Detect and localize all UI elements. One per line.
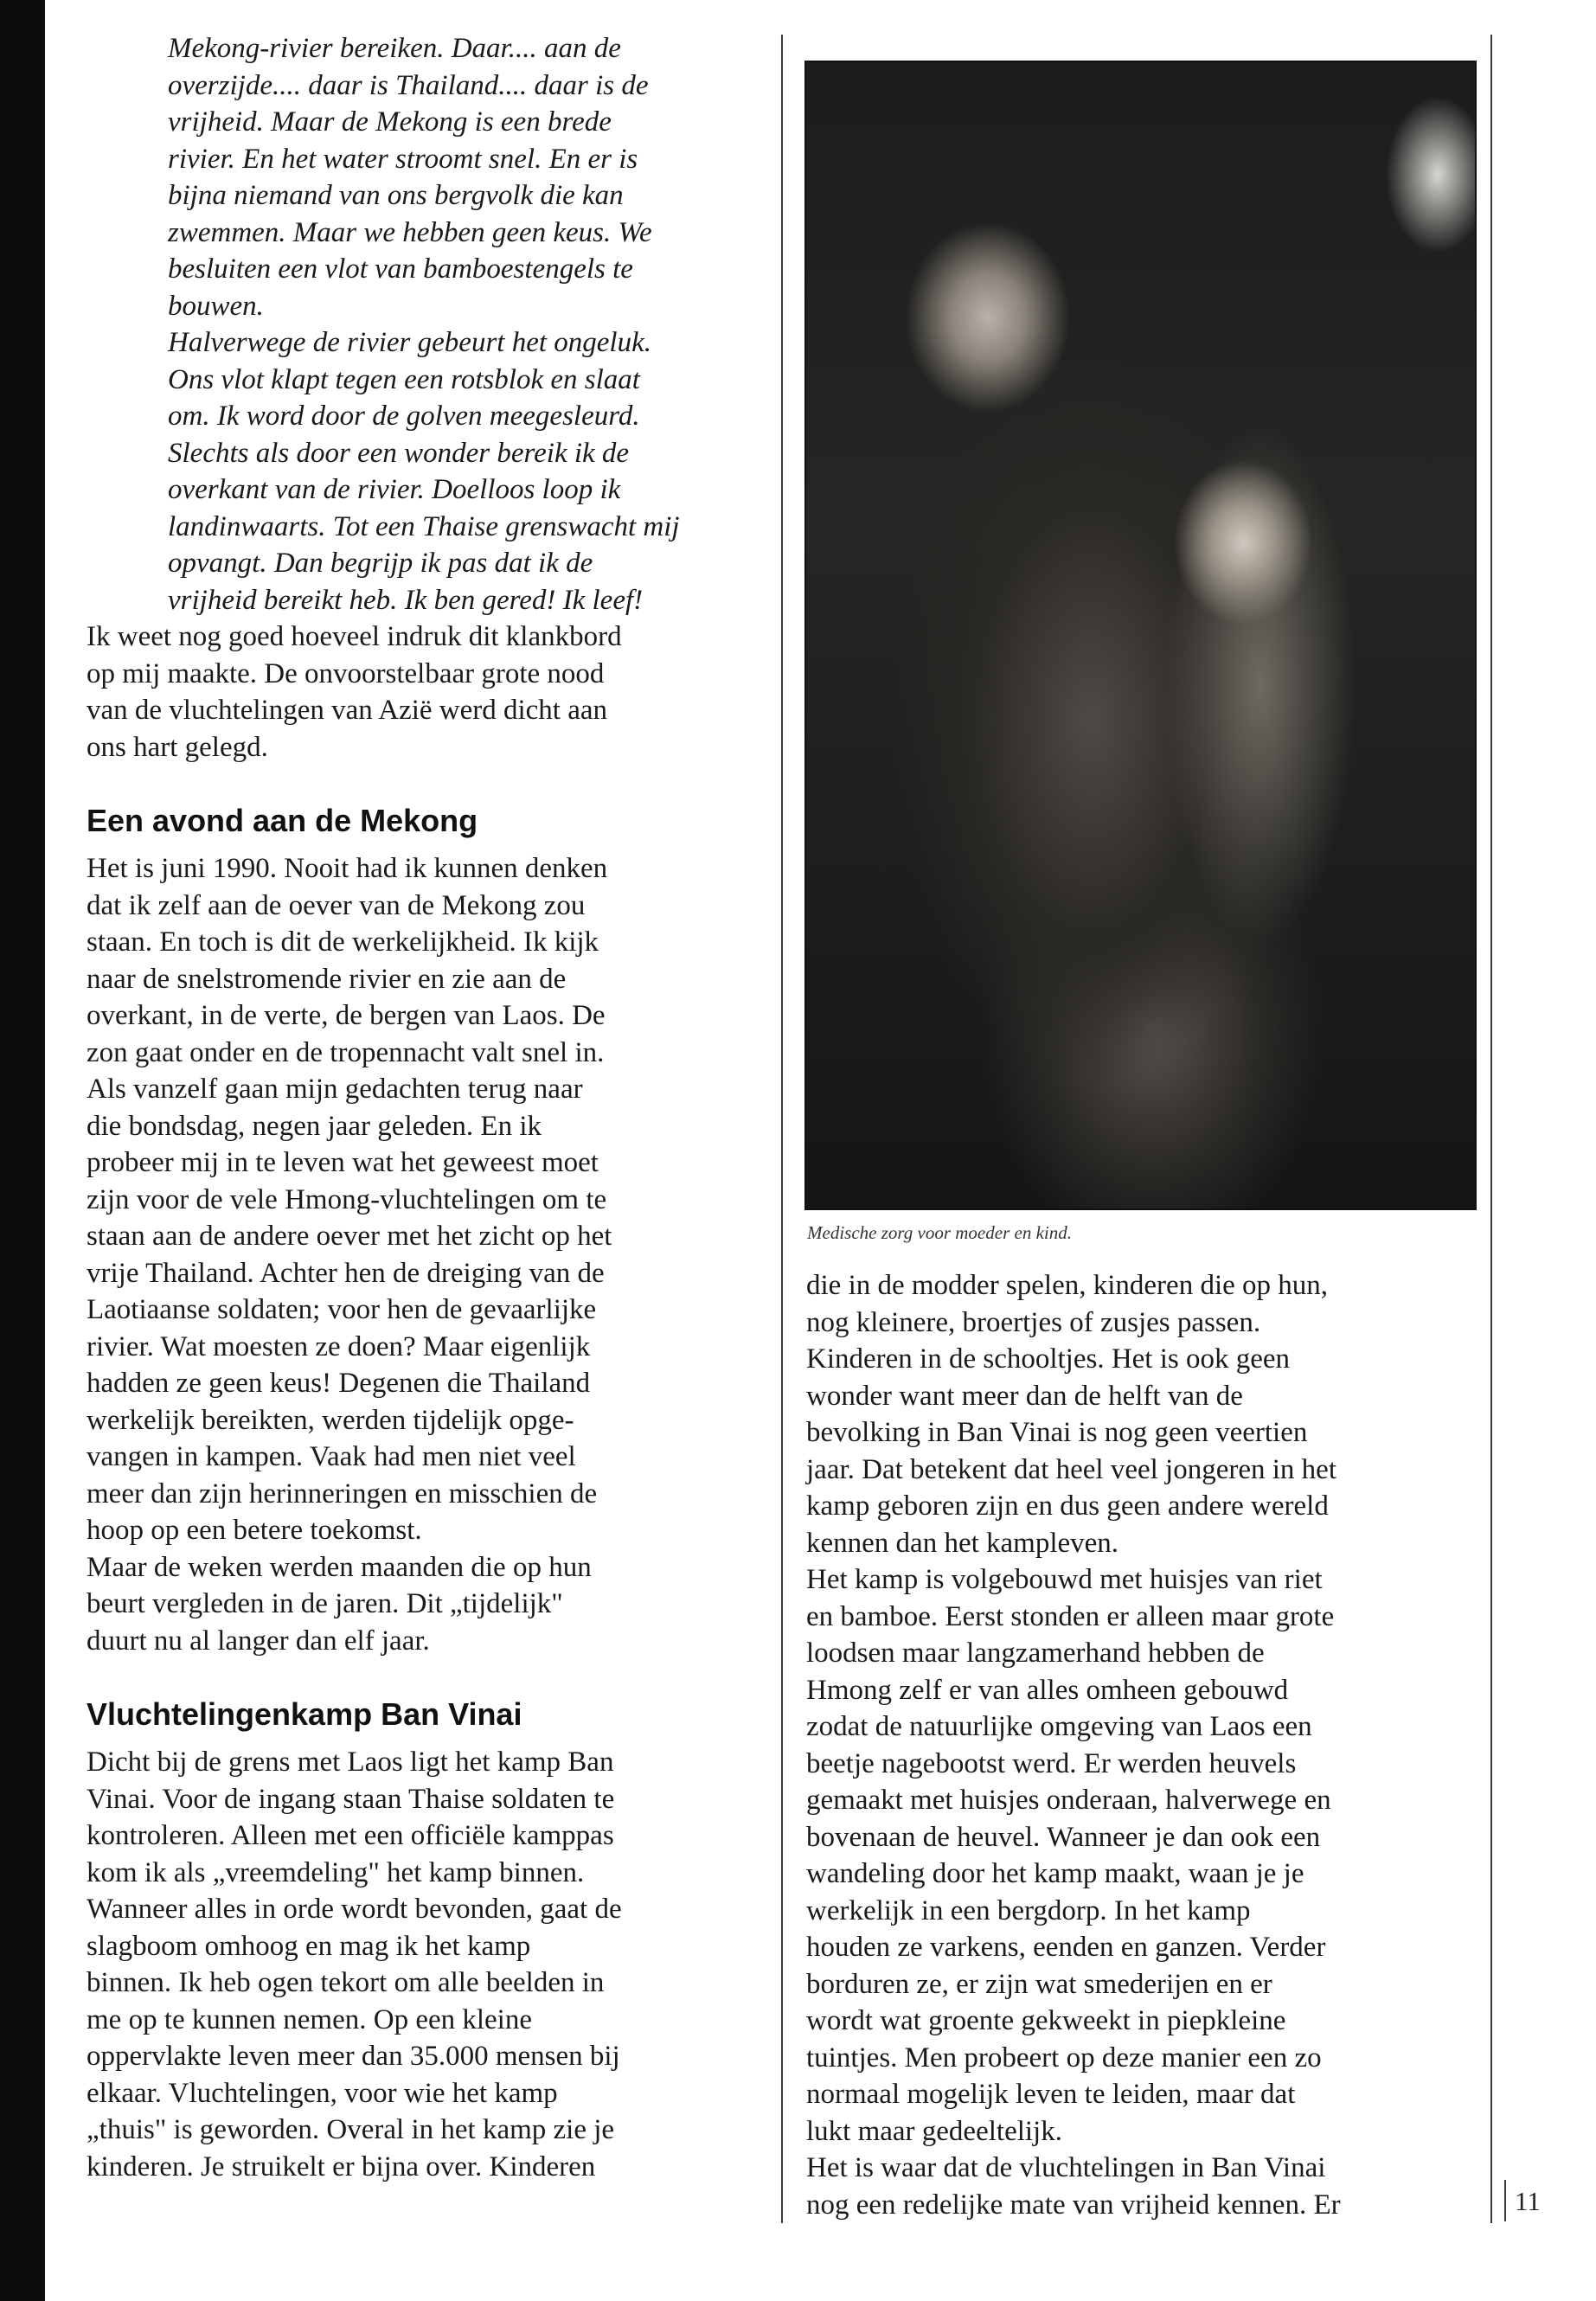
text-line: meer dan zijn herinneringen en misschien de [87, 1477, 598, 1509]
scan-edge-left [0, 0, 45, 2301]
text-line: ons hart gelegd. [87, 731, 268, 763]
right-paragraph-1 [806, 1267, 1481, 1561]
text-line: rivier. En het water stroomt snel. En er is [168, 143, 638, 175]
text-line: beurt vergleden in de jaren. Dit „tijdelijk" [87, 1588, 563, 1619]
text-line: Maar de weken werden maanden die op hun [87, 1551, 592, 1583]
text-line: die bondsdag, negen jaar geleden. En ik [87, 1110, 542, 1142]
text-line: en bamboe. Eerst stonden er alleen maar grote [806, 1600, 1335, 1632]
text-line: kennen dan het kampleven. [806, 1527, 1119, 1559]
text-line: vangen in kampen. Vaak had men niet veel [87, 1441, 576, 1472]
right-paragraph-2 [806, 1561, 1481, 2150]
text-line: staan. En toch is dit de werkelijkheid. Ik kijk [87, 926, 599, 958]
text-line: Mekong-rivier bereiken. Daar.... aan de [168, 33, 621, 64]
text-line: loodsen maar langzamerhand hebben de [806, 1638, 1265, 1669]
right-margin-rule [1490, 35, 1492, 2223]
left-column [87, 30, 761, 2185]
text-line: nog kleinere, broertjes of zusjes passen. [806, 1306, 1261, 1338]
text-line: Het is juni 1990. Nooit had ik kunnen denken [87, 853, 608, 884]
text-line: Als vanzelf gaan mijn gedachten terug naar [87, 1074, 583, 1105]
text-line: houden ze varkens, eenden en ganzen. Verder [806, 1932, 1326, 1963]
text-line: van de vluchtelingen van Azië werd dicht aan [87, 695, 608, 726]
text-line: Het kamp is volgebouwd met huisjes van riet [806, 1564, 1323, 1595]
text-line: Ik weet nog goed hoeveel indruk dit klankbord [87, 621, 622, 652]
text-line: naar de snelstromende rivier en zie aan de [87, 963, 567, 995]
text-line: Laotiaanse soldaten; voor hen de gevaarlijke [87, 1294, 597, 1325]
text-line: duurt nu al langer dan elf jaar. [87, 1625, 430, 1657]
text-line: wordt wat groente gekweekt in piepkleine [806, 2005, 1286, 2036]
text-line: Het is waar dat de vluchtelingen in Ban Vinai [806, 2152, 1326, 2183]
text-line: zwemmen. Maar we hebben geen keus. We [168, 216, 652, 248]
text-line: normaal mogelijk leven te leiden, maar dat [806, 2079, 1296, 2110]
text-line: bovenaan de heuvel. Wanneer je dan ook een [806, 1821, 1321, 1853]
section-heading: Vluchtelingenkamp Ban Vinai [87, 1696, 522, 1732]
text-line: Slechts als door een wonder bereik ik de [168, 437, 630, 469]
text-line: probeer mij in te leven wat het geweest moet [87, 1147, 599, 1178]
text-line: wandeling door het kamp maakt, waan je je [806, 1858, 1304, 1889]
text-line: hadden ze geen keus! Degenen die Thailand [87, 1368, 591, 1399]
text-line: Hmong zelf er van alles omheen gebouwd [806, 1674, 1289, 1706]
text-line: landinwaarts. Tot een Thaise grenswacht mij [168, 510, 680, 542]
text-line: Vinai. Voor de ingang staan Thaise soldaten te [87, 1783, 615, 1815]
text-line: Ons vlot klapt tegen een rotsblok en slaat [168, 363, 640, 395]
photo-mother-and-child [804, 61, 1477, 1210]
text-line: borduren ze, er zijn wat smederijen en er [806, 1968, 1272, 2000]
text-line: staan aan de andere oever met het zicht op het [87, 1221, 612, 1252]
text-line: kamp geboren zijn en dus geen andere wereld [806, 1490, 1329, 1522]
column-divider [781, 35, 783, 2223]
right-paragraph-3 [806, 2150, 1481, 2223]
text-line: Wanneer alles in orde wordt bevonden, gaat de [87, 1894, 622, 1925]
text-line: vrijheid bereikt heb. Ik ben gered! Ik leef! [168, 584, 644, 616]
text-line: dat ik zelf aan de oever van de Mekong zou [87, 889, 586, 921]
text-line: op mij maakte. De onvoorstelbaar grote nood [87, 657, 605, 689]
text-line: zon gaat onder en de tropennacht valt snel in. [87, 1036, 605, 1068]
text-line: om. Ik word door de golven meegesleurd. [168, 401, 640, 432]
text-line: vrijheid. Maar de Mekong is een brede [168, 106, 612, 138]
text-line: slagboom omhoog en mag ik het kamp [87, 1930, 531, 1962]
text-line: kinderen. Je struikelt er bijna over. Kinderen [87, 2150, 596, 2182]
section-heading: Een avond aan de Mekong [87, 803, 478, 838]
intro-paragraph [87, 619, 761, 766]
text-line: overkant van de rivier. Doelloos loop ik [168, 474, 621, 505]
quote-block [87, 30, 761, 619]
text-line: Dicht bij de grens met Laos ligt het kamp Ban [87, 1747, 614, 1778]
text-line: kontroleren. Alleen met een officiële kamppas [87, 1820, 614, 1851]
text-line: die in de modder spelen, kinderen die op hun, [806, 1270, 1329, 1301]
text-line: bevolking in Ban Vinai is nog geen veertien [806, 1417, 1308, 1448]
text-line: elkaar. Vluchtelingen, voor wie het kamp [87, 2077, 558, 2109]
text-line: besluiten een vlot van bamboestengels te [168, 253, 633, 285]
text-line: tuintjes. Men probeert op deze manier een zo [806, 2041, 1322, 2073]
text-line: wonder want meer dan de helft van de [806, 1380, 1243, 1412]
text-line: zijn voor de vele Hmong-vluchtelingen om te [87, 1183, 607, 1215]
text-line: oppervlakte leven meer dan 35.000 mensen bij [87, 2041, 620, 2072]
text-line: bouwen. [168, 290, 264, 322]
text-line: werkelijk bereikten, werden tijdelijk opge- [87, 1404, 574, 1436]
text-line: werkelijk in een bergdorp. In het kamp [806, 1894, 1251, 1926]
text-line: overzijde.... daar is Thailand.... daar is de [168, 69, 649, 101]
photo-caption: Medische zorg voor moeder en kind. [807, 1222, 1072, 1243]
text-line: jaar. Dat betekent dat heel veel jongeren in het [806, 1453, 1336, 1485]
text-line: nog een redelijke mate van vrijheid kennen. Er [806, 2189, 1341, 2221]
text-line: zodat de natuurlijke omgeving van Laos een [806, 1711, 1312, 1742]
text-line: hoop op een betere toekomst. [87, 1515, 422, 1546]
right-column [806, 1267, 1481, 2223]
text-line: binnen. Ik heb ogen tekort om alle beelden in [87, 1967, 605, 1998]
text-line: me op te kunnen nemen. Op een kleine [87, 2003, 532, 2035]
text-line: Kinderen in de schooltjes. Het is ook geen [806, 1343, 1291, 1375]
text-line: Halverwege de rivier gebeurt het ongeluk. [168, 327, 651, 358]
text-line: opvangt. Dan begrijp ik pas dat ik de [168, 548, 593, 579]
page-number-rule [1504, 2180, 1506, 2221]
text-line: kom ik als „vreemdeling" het kamp binnen. [87, 1856, 585, 1888]
text-line: beetje nagebootst werd. Er werden heuvels [806, 1747, 1297, 1779]
text-line: bijna niemand van ons bergvolk die kan [168, 180, 624, 211]
text-line: overkant, in de verte, de bergen van Laos. De [87, 1000, 606, 1031]
mekong-paragraph [87, 850, 761, 1659]
text-line: gemaakt met huisjes onderaan, halverwege en [806, 1785, 1331, 1816]
text-line: lukt maar gedeeltelijk. [806, 2115, 1062, 2147]
text-line: „thuis" is geworden. Overal in het kamp zie je [87, 2114, 615, 2145]
page-number: 11 [1515, 2186, 1541, 2216]
text-line: rivier. Wat moesten ze doen? Maar eigenlijk [87, 1330, 591, 1362]
text-line: vrije Thailand. Achter hen de dreiging van de [87, 1257, 605, 1289]
camp-paragraph [87, 1744, 761, 2185]
